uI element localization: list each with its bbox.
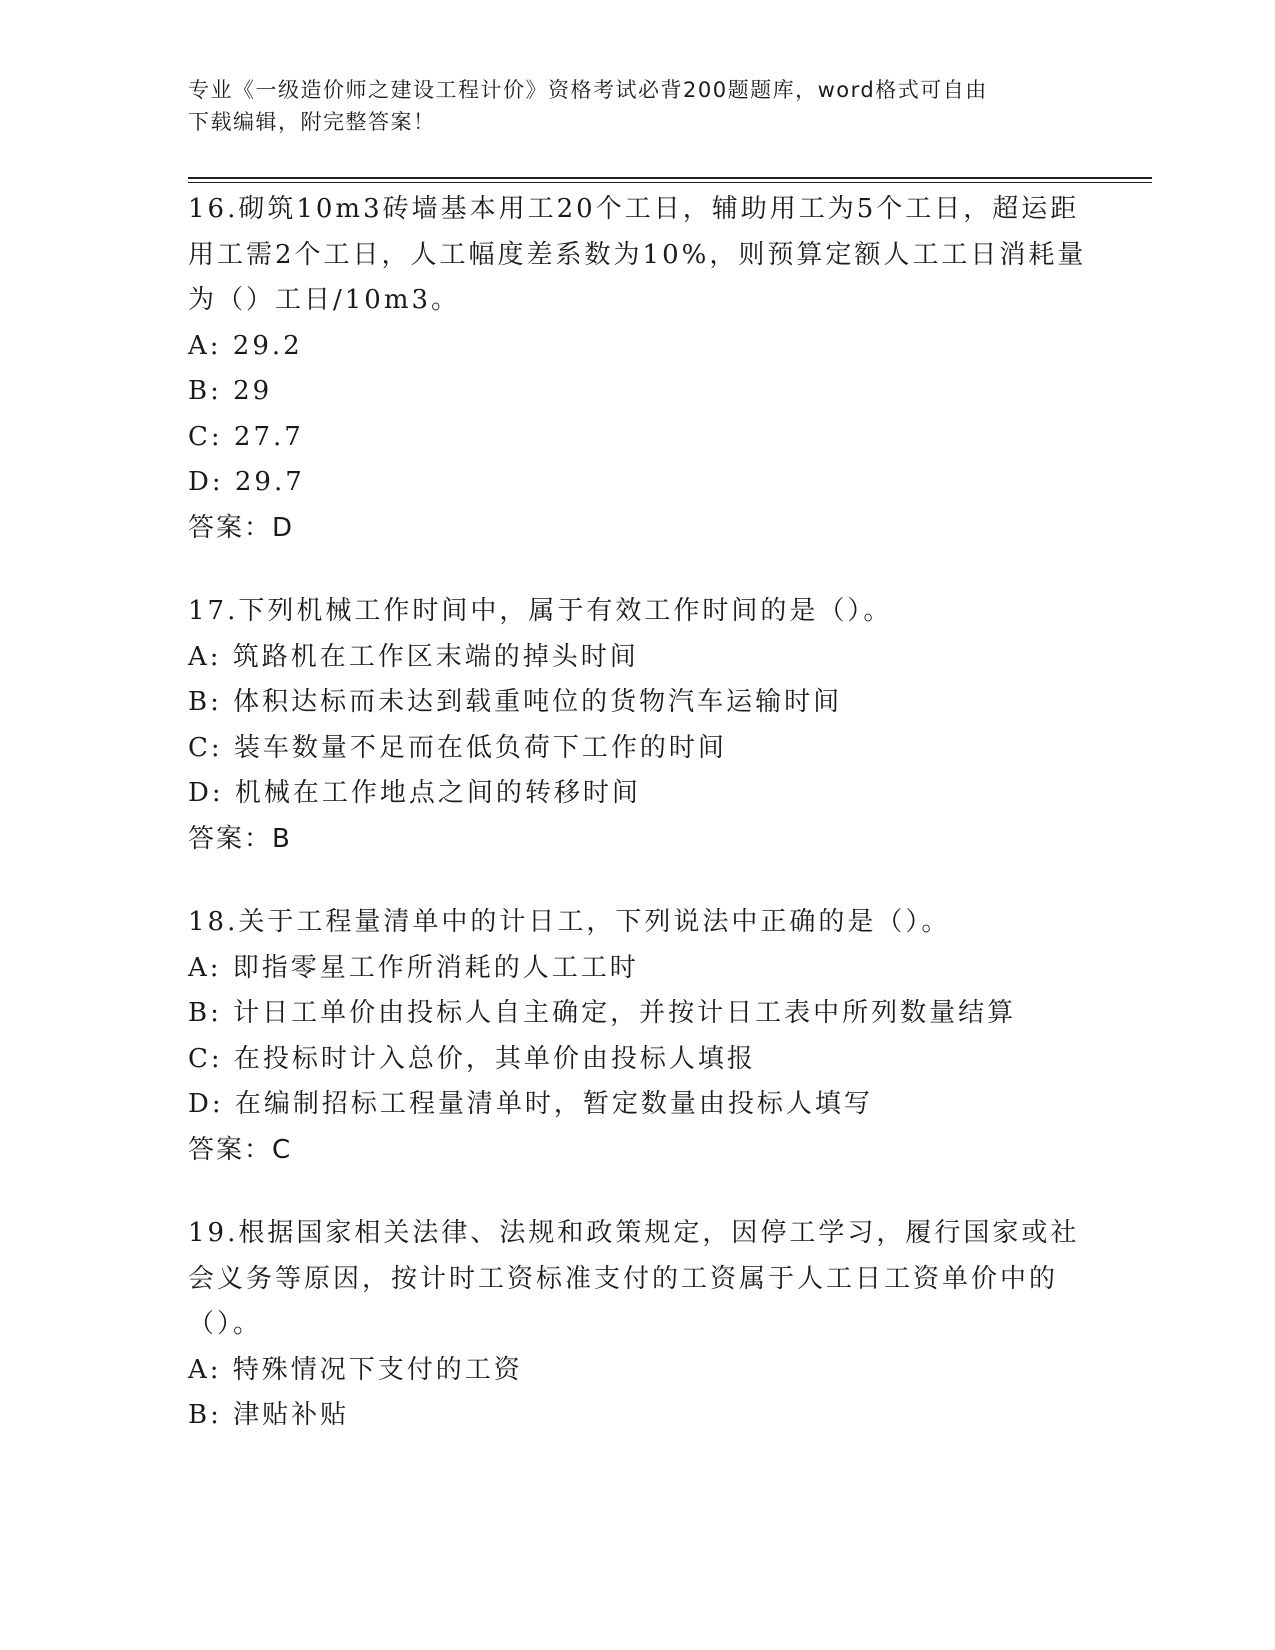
option-b: B: 津贴补贴 bbox=[188, 1400, 350, 1430]
option-d: D: 在编制招标工程量清单时，暂定数量由投标人填写 bbox=[188, 1089, 873, 1119]
question-18 bbox=[188, 900, 1088, 1173]
answer: 答案：C bbox=[188, 1134, 293, 1165]
question-text: 为（）工日/10m3。 bbox=[188, 285, 461, 315]
page-header bbox=[188, 74, 1068, 138]
question-17 bbox=[188, 589, 1088, 862]
question-text: 16.砌筑10m3砖墙基本用工20个工日，辅助用工为5个工日，超运距 bbox=[188, 194, 1080, 224]
header-rule bbox=[188, 177, 1152, 179]
header-rule bbox=[188, 182, 1152, 183]
header-line: 专业《一级造价师之建设工程计价》资格考试必背200题题库，word格式可自由 bbox=[188, 78, 988, 102]
option-a: A: 即指零星工作所消耗的人工工时 bbox=[188, 952, 639, 983]
option-a: A: 筑路机在工作区末端的掉头时间 bbox=[188, 641, 639, 672]
option-d: D: 机械在工作地点之间的转移时间 bbox=[188, 778, 641, 808]
answer: 答案：B bbox=[188, 823, 292, 854]
question-text: 用工需2个工日，人工幅度差系数为10%，则预算定额人工工日消耗量 bbox=[188, 239, 1087, 270]
question-list bbox=[188, 187, 1088, 1477]
question-text: （）。 bbox=[188, 1309, 263, 1339]
question-19 bbox=[188, 1211, 1088, 1439]
question-text: 会义务等原因，按计时工资标准支付的工资属于人工日工资单价中的 bbox=[188, 1263, 1059, 1294]
option-c: C: 27.7 bbox=[188, 421, 304, 452]
question-text: 18.关于工程量清单中的计日工，下列说法中正确的是（）。 bbox=[188, 907, 951, 937]
option-b: B: 体积达标而未达到载重吨位的货物汽车运输时间 bbox=[188, 687, 843, 717]
answer: 答案：D bbox=[188, 512, 295, 543]
question-text: 19.根据国家相关法律、法规和政策规定，因停工学习，履行国家或社 bbox=[188, 1218, 1080, 1248]
question-text: 17.下列机械工作时间中，属于有效工作时间的是（）。 bbox=[188, 596, 893, 626]
option-b: B: 计日工单价由投标人自主确定，并按计日工表中所列数量结算 bbox=[188, 998, 1017, 1028]
option-b: B: 29 bbox=[188, 376, 273, 406]
option-c: C: 装车数量不足而在低负荷下工作的时间 bbox=[188, 732, 727, 763]
option-a: A: 特殊情况下支付的工资 bbox=[188, 1354, 523, 1385]
option-a: A: 29.2 bbox=[188, 330, 303, 361]
option-c: C: 在投标时计入总价，其单价由投标人填报 bbox=[188, 1043, 756, 1074]
question-16 bbox=[188, 187, 1088, 551]
option-d: D: 29.7 bbox=[188, 467, 305, 497]
header-line: 下载编辑，附完整答案！ bbox=[188, 110, 436, 134]
